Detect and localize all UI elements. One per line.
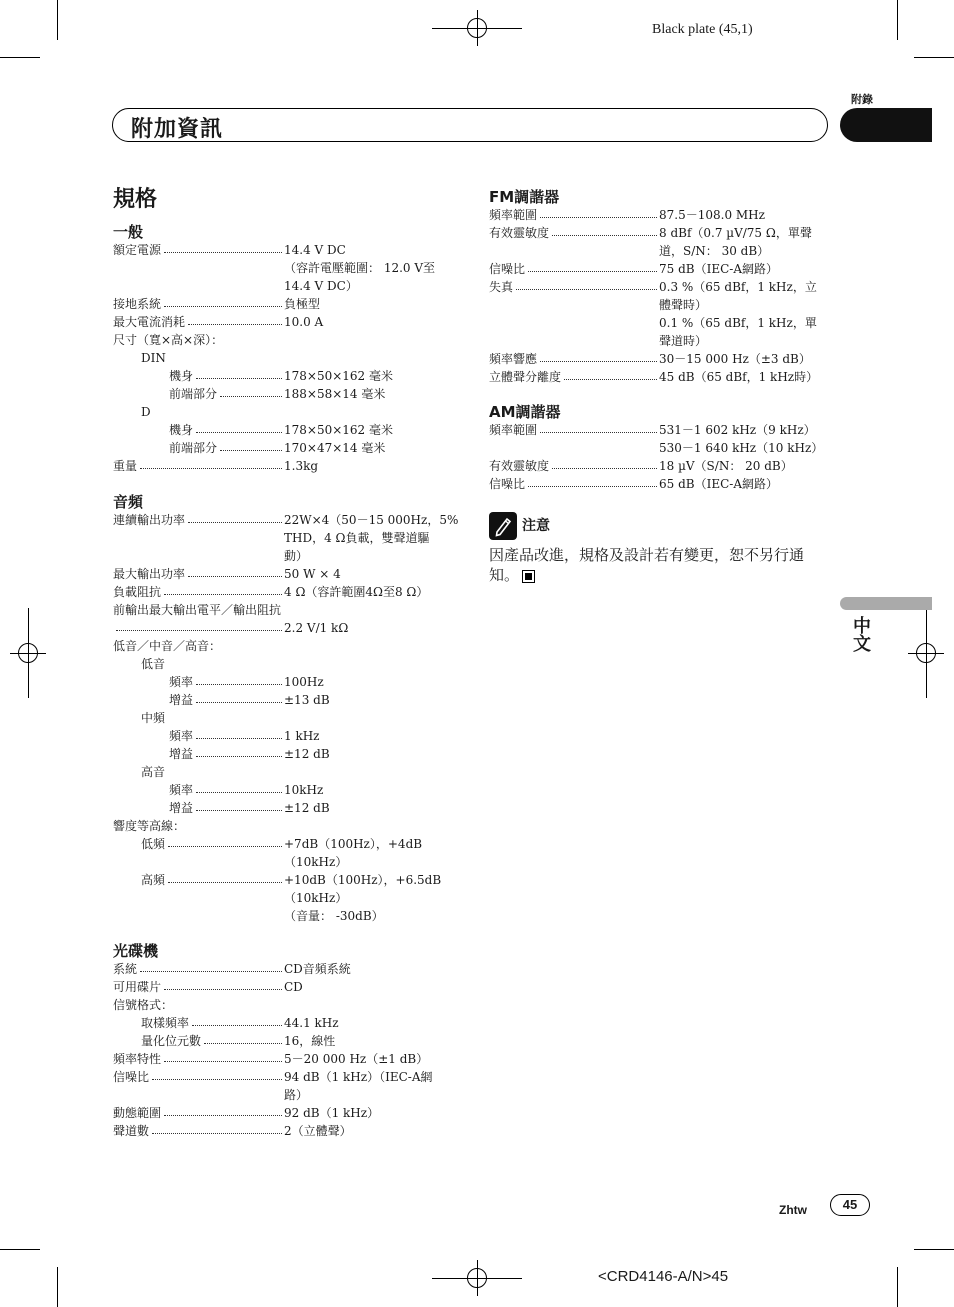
spec-value: 5－20 000 Hz（±1 dB） <box>284 1052 429 1066</box>
spec-value: CD音頻系統 <box>284 962 351 976</box>
document-code: <CRD4146-A/N>45 <box>598 1268 729 1285</box>
spec-label: 量化位元數 <box>141 1034 202 1048</box>
spec-value-continued: 530－1 640 kHz（10 kHz） <box>659 441 824 455</box>
spec-value: 178×50×162 毫米 <box>284 369 394 383</box>
spec-label: 前端部分 <box>169 387 218 401</box>
spec-value: ±13 dB <box>284 693 330 707</box>
spec-value: 16，線性 <box>284 1034 336 1048</box>
spec-value: 50 W × 4 <box>284 567 341 581</box>
spec-label: 重量 <box>113 459 138 473</box>
spec-label: 信噪比 <box>489 477 526 491</box>
spec-label: 機身 <box>169 369 194 383</box>
spec-value-continued: （音量： -30dB） <box>284 909 384 923</box>
note-icon <box>489 512 517 540</box>
spec-label: 聲道數 <box>113 1124 150 1138</box>
crop-mark <box>57 0 58 40</box>
spec-label: 尺寸（寬×高×深）： <box>113 333 224 347</box>
spec-label: 頻率響應 <box>489 352 538 366</box>
spec-label: 接地系統 <box>113 297 162 311</box>
spec-label: 最大電流消耗 <box>113 315 186 329</box>
spec-value: 44.1 kHz <box>284 1016 339 1030</box>
spec-value: 188×58×14 毫米 <box>284 387 386 401</box>
spec-label: 高音 <box>141 765 166 779</box>
spec-label: 頻率 <box>169 675 194 689</box>
spec-label: 最大輸出功率 <box>113 567 186 581</box>
spec-value: 65 dB（IEC-A網路） <box>659 477 778 491</box>
spec-label: 頻率特性 <box>113 1052 162 1066</box>
spec-label: 低音 <box>141 657 166 671</box>
note-text <box>489 545 829 585</box>
section-heading: 光碟機 <box>113 942 159 960</box>
spec-label: 失真 <box>489 280 514 294</box>
spec-value-continued: THD，4 Ω負載，雙聲道驅 <box>284 531 430 545</box>
page-number: 45 <box>830 1194 870 1216</box>
spec-label: 取樣頻率 <box>141 1016 190 1030</box>
spec-label: 前端部分 <box>169 441 218 455</box>
note-title: 注意 <box>522 518 550 534</box>
spec-value-continued: （10kHz） <box>284 891 348 905</box>
spec-value: ±12 dB <box>284 747 330 761</box>
spec-value-continued: （10kHz） <box>284 855 348 869</box>
registration-circle <box>467 1268 487 1288</box>
spec-value: 18 µV（S/N： 20 dB） <box>659 459 793 473</box>
spec-label: DIN <box>141 351 166 365</box>
spec-label: D <box>141 405 151 419</box>
page-title: 規格 <box>113 187 158 212</box>
spec-value: 10.0 A <box>284 315 324 329</box>
spec-label: 增益 <box>169 747 194 761</box>
spec-value: 負極型 <box>284 297 321 311</box>
plate-label: Black plate (45,1) <box>652 22 753 37</box>
spec-label: 機身 <box>169 423 194 437</box>
spec-value: CD <box>284 980 303 994</box>
spec-value-continued: 動） <box>284 549 309 563</box>
spec-value: 178×50×162 毫米 <box>284 423 394 437</box>
spec-value: 2（立體聲） <box>284 1124 352 1138</box>
end-mark-icon <box>522 570 535 583</box>
registration-circle <box>916 643 936 663</box>
spec-label: 有效靈敏度 <box>489 226 550 240</box>
spec-value: 0.3 %（65 dBf，1 kHz，立 <box>659 280 817 294</box>
spec-value: 92 dB（1 kHz） <box>284 1106 380 1120</box>
spec-value: 531－1 602 kHz（9 kHz） <box>659 423 816 437</box>
section-heading: AM調諧器 <box>489 403 561 421</box>
language-tab <box>840 597 932 610</box>
language-code: Zhtw <box>779 1203 807 1217</box>
section-heading: 音頻 <box>113 493 144 511</box>
spec-value: 45 dB（65 dBf，1 kHz時） <box>659 370 819 384</box>
language-label: 中文 <box>850 616 871 652</box>
spec-value: 10kHz <box>284 783 324 797</box>
spec-label: 頻率 <box>169 783 194 797</box>
crop-mark <box>57 1267 58 1307</box>
spec-value: 87.5－108.0 MHz <box>659 208 765 222</box>
spec-label: 立體聲分離度 <box>489 370 562 384</box>
note-body: 因產品改進，規格及設計若有變更，恕不另行通知。 <box>489 546 805 584</box>
spec-value: 75 dB（IEC-A網路） <box>659 262 778 276</box>
registration-circle <box>18 643 38 663</box>
spec-label: 增益 <box>169 801 194 815</box>
spec-label: 增益 <box>169 693 194 707</box>
spec-label: 信噪比 <box>113 1070 150 1084</box>
spec-value-continued: 路） <box>284 1088 309 1102</box>
spec-value: ±12 dB <box>284 801 330 815</box>
crop-mark <box>914 57 954 58</box>
crop-mark <box>914 1249 954 1250</box>
spec-label: 有效靈敏度 <box>489 459 550 473</box>
spec-label: 信噪比 <box>489 262 526 276</box>
spec-label: 額定電源 <box>113 243 162 257</box>
spec-label: 響度等高線： <box>113 819 186 833</box>
chapter-title: 附加資訊 <box>131 117 224 142</box>
spec-value: 4 Ω（容許範圍4Ω至8 Ω） <box>284 585 429 599</box>
spec-value: 22W×4（50－15 000Hz，5% <box>284 513 459 527</box>
spec-value: 1.3kg <box>284 459 319 473</box>
spec-label: 低頻 <box>141 837 166 851</box>
spec-value: 100Hz <box>284 675 324 689</box>
spec-label: 連續輸出功率 <box>113 513 186 527</box>
spec-label: 頻率範圍 <box>489 208 538 222</box>
spec-value: 94 dB（1 kHz）（IEC-A網 <box>284 1070 433 1084</box>
crop-mark <box>897 1267 898 1307</box>
spec-label: 系統 <box>113 962 138 976</box>
spec-label: 頻率 <box>169 729 194 743</box>
spec-label: 動態範圍 <box>113 1106 162 1120</box>
spec-value-continued: 14.4 V DC） <box>284 279 358 293</box>
spec-value: 170×47×14 毫米 <box>284 441 386 455</box>
spec-label: 可用碟片 <box>113 980 162 994</box>
chapter-tab <box>840 108 932 142</box>
spec-value-continued: 體聲時） <box>659 298 708 312</box>
section-heading: 一般 <box>113 223 144 241</box>
spec-value: 14.4 V DC <box>284 243 346 257</box>
spec-value-continued: （容許電壓範圍： 12.0 V至 <box>284 261 436 275</box>
spec-label: 負載阻抗 <box>113 585 162 599</box>
spec-value: +10dB（100Hz），+6.5dB <box>284 873 442 887</box>
appendix-tag: 附錄 <box>851 94 873 106</box>
spec-label: 頻率範圍 <box>489 423 538 437</box>
crop-mark <box>0 57 40 58</box>
spec-label: 信號格式： <box>113 998 174 1012</box>
spec-label: 高頻 <box>141 873 166 887</box>
spec-value: 30－15 000 Hz（±3 dB） <box>659 352 811 366</box>
spec-value: 2.2 V/1 kΩ <box>284 621 349 635</box>
crop-mark <box>0 1249 40 1250</box>
spec-value: 8 dBf（0.7 µV/75 Ω，單聲 <box>659 226 812 240</box>
spec-label: 中頻 <box>141 711 166 725</box>
spec-value-continued: 0.1 %（65 dBf，1 kHz，單 <box>659 316 817 330</box>
section-heading: FM調諧器 <box>489 188 560 206</box>
spec-label: 低音／中音／高音： <box>113 639 222 653</box>
spec-value-continued: 聲道時） <box>659 334 708 348</box>
spec-value: 1 kHz <box>284 729 320 743</box>
spec-value: +7dB（100Hz），+4dB <box>284 837 423 851</box>
crop-mark <box>897 0 898 40</box>
spec-label: 前輸出最大輸出電平／輸出阻抗 <box>113 603 282 617</box>
spec-value-continued: 道，S/N： 30 dB） <box>659 244 770 258</box>
registration-circle <box>467 18 487 38</box>
